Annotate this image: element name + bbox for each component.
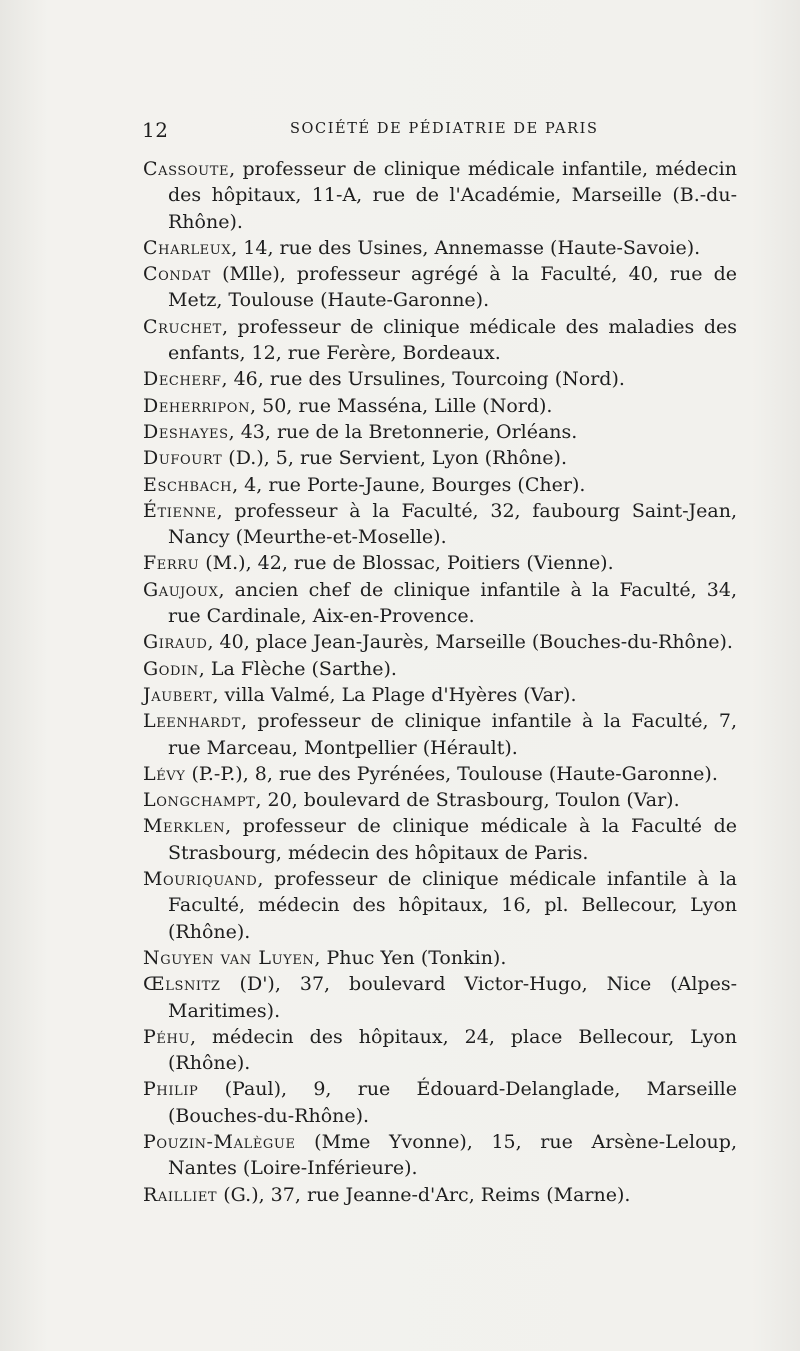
- list-item: [143, 498, 737, 551]
- member-list: [143, 156, 737, 1208]
- member-details: (G.), 37, rue Jeanne-d'Arc, Reims (Marne).: [217, 1183, 631, 1206]
- list-item: [143, 314, 737, 367]
- member-details: , 43, rue de la Bretonnerie, Orléans.: [228, 420, 578, 443]
- page-header: [142, 118, 698, 144]
- member-details: , professeur de clinique médicale des maladies des enfants, 12, rue Ferère, Bordeaux.: [168, 315, 737, 365]
- list-item: [143, 1182, 737, 1208]
- member-name: Railliet: [143, 1183, 218, 1206]
- list-item: [143, 787, 737, 813]
- list-item: [143, 656, 737, 682]
- member-details: , 4, rue Porte-Jaune, Bourges (Cher).: [232, 473, 586, 496]
- member-details: (M.), 42, rue de Blossac, Poitiers (Vienne).: [199, 552, 614, 575]
- list-item: [143, 813, 737, 866]
- member-name: Jaubert: [143, 683, 213, 706]
- member-name: Étienne: [143, 499, 217, 522]
- member-name: Godin: [143, 657, 199, 680]
- member-name: Decherf: [143, 368, 222, 391]
- member-name: Merklen: [143, 815, 226, 838]
- member-name: Lévy: [143, 762, 186, 785]
- member-name: Condat: [143, 263, 211, 286]
- member-details: (Paul), 9, rue Édouard-Delanglade, Marseille (Bouches-du-Rhône).: [168, 1078, 737, 1127]
- list-item: [143, 629, 737, 655]
- member-name: Cruchet: [143, 315, 222, 338]
- member-name: Charleux: [143, 236, 232, 259]
- list-item: [143, 577, 737, 630]
- list-item: [143, 550, 737, 576]
- member-name: Nguyen van Luyen: [143, 946, 315, 969]
- list-item: [143, 156, 737, 235]
- member-name: Dufourt: [143, 447, 223, 470]
- list-item: [143, 1076, 737, 1129]
- member-name: Péhu: [143, 1025, 190, 1048]
- member-details: , villa Valmé, La Plage d'Hyères (Var).: [212, 683, 577, 706]
- list-item: [143, 393, 737, 419]
- member-name: Gaujoux: [143, 578, 219, 601]
- member-details: (P.-P.), 8, rue des Pyrénées, Toulouse (Haute-Garonne).: [185, 762, 718, 785]
- list-item: [143, 1024, 737, 1077]
- member-details: (D'), 37, boulevard Victor-Hugo, Nice (Alpes-Maritimes).: [168, 973, 737, 1022]
- member-details: , La Flèche (Sarthe).: [198, 657, 397, 680]
- member-details: , professeur à la Faculté, 32, faubourg Saint-Jean, Nancy (Meurthe-et-Moselle).: [168, 499, 737, 549]
- member-details: , 46, rue des Ursulines, Tourcoing (Nord).: [221, 368, 625, 391]
- member-name: Mouriquand: [143, 868, 258, 891]
- member-details: , médecin des hôpitaux, 24, place Bellecour, Lyon (Rhône).: [168, 1025, 737, 1075]
- member-name: Leenhardt: [143, 710, 241, 733]
- member-details: , 14, rue des Usines, Annemasse (Haute-Savoie).: [231, 236, 701, 259]
- member-details: (Mme Yvonne), 15, rue Arsène-Leloup, Nantes (Loire-Inférieure).: [168, 1130, 737, 1180]
- member-details: , Phuc Yen (Tonkin).: [314, 946, 507, 969]
- member-name: Giraud: [143, 631, 208, 654]
- running-title: SOCIÉTÉ DE PÉDIATRIE DE PARIS: [290, 121, 599, 137]
- member-name: Cassoute: [143, 158, 230, 180]
- list-item: [143, 472, 737, 498]
- list-item: [143, 1129, 737, 1182]
- member-details: , professeur de clinique infantile à la Faculté, 7, rue Marceau, Montpellier (Hérault).: [168, 710, 737, 759]
- list-item: [143, 261, 737, 314]
- member-name: Philip: [143, 1078, 199, 1101]
- member-name: Deherripon: [143, 394, 251, 417]
- member-name: Ferru: [143, 552, 200, 575]
- member-details: , professeur de clinique médicale à la Faculté de Strasbourg, médecin des hôpitaux de Paris.: [168, 815, 737, 864]
- list-item: [143, 366, 737, 392]
- member-details: (D.), 5, rue Servient, Lyon (Rhône).: [222, 447, 567, 470]
- list-item: [143, 682, 737, 708]
- member-name: Longchampt: [143, 789, 256, 812]
- member-name: Œlsnitz: [143, 973, 221, 996]
- list-item: [143, 445, 737, 471]
- list-item: [143, 866, 737, 945]
- member-details: (Mlle), professeur agrégé à la Faculté, 40, rue de Metz, Toulouse (Haute-Garonne).: [168, 263, 737, 312]
- member-name: Eschbach: [143, 473, 233, 496]
- member-details: , 40, place Jean-Jaurès, Marseille (Bouches-du-Rhône).: [207, 631, 733, 654]
- page-number: 12: [142, 118, 169, 142]
- list-item: [143, 235, 737, 261]
- member-details: , ancien chef de clinique infantile à la Faculté, 34, rue Cardinale, Aix-en-Provence.: [168, 578, 737, 628]
- list-item: [143, 708, 737, 761]
- list-item: [143, 945, 737, 971]
- member-details: , professeur de clinique médicale infantile à la Faculté, médecin des hôpitaux, 16, pl. Bellecour, Lyon (Rhône).: [168, 868, 737, 943]
- list-item: [143, 419, 737, 445]
- list-item: [143, 761, 737, 787]
- member-details: , professeur de clinique médicale infantile, médecin des hôpitaux, 11-A, rue de l'Académie, Marseille (B.-du-Rhône).: [168, 158, 737, 233]
- member-details: , 20, boulevard de Strasbourg, Toulon (Var).: [255, 789, 680, 812]
- list-item: [143, 971, 737, 1024]
- member-details: , 50, rue Masséna, Lille (Nord).: [250, 394, 553, 417]
- member-name: Pouzin-Malègue: [143, 1130, 296, 1153]
- member-name: Deshayes: [143, 420, 229, 443]
